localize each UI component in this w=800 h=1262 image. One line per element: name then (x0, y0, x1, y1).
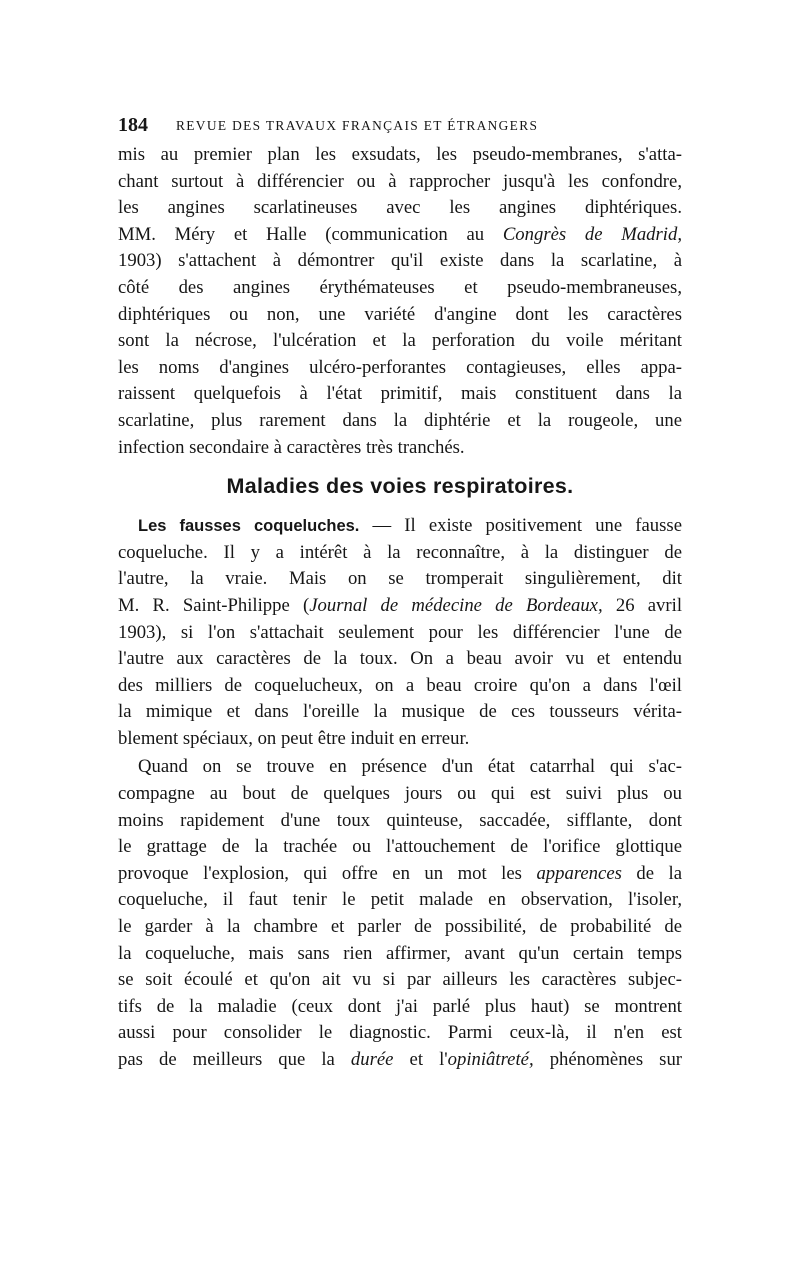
text-line: le garder à la chambre et parler de possibilité, de probabilité de (118, 916, 682, 938)
paragraph-lead: Les fausses coqueluches. (138, 517, 360, 536)
text-run: et l' (393, 1049, 448, 1070)
text-line: moins rapidement d'une toux quinteuse, saccadée, sifflante, dont (118, 809, 682, 831)
book-page (118, 110, 682, 1074)
emphasis: opiniâtreté, (447, 1049, 534, 1070)
paragraph-fausses-coqueluches (118, 513, 682, 752)
text-line: Quand on se trouve en présence d'un état catarrhal qui s'ac- (138, 756, 682, 778)
text-line: les noms d'angines ulcéro-perforantes contagieuses, elles appa- (118, 356, 682, 378)
citation-title: Congrès de Madrid, (502, 223, 682, 245)
text-line: scarlatine, plus rarement dans la diphtérie et la rougeole, une (118, 409, 682, 431)
text-line: les angines scarlatineuses avec les angines diphtériques. (118, 197, 682, 219)
citation-title: Journal de médecine de Bordeaux, (309, 594, 603, 616)
emphasis: durée (350, 1049, 394, 1070)
paragraph-angines (118, 142, 682, 461)
text-line (118, 513, 682, 540)
text-line: tifs de la maladie (ceux dont j'ai parlé plus haut) se montrent (118, 995, 682, 1017)
text-line: chant surtout à différencier ou à rapprocher jusqu'à les confondre, (118, 170, 682, 192)
emphasis: apparences (536, 862, 622, 884)
running-title: REVUE DES TRAVAUX FRANÇAIS ET ÉTRANGERS (176, 118, 539, 133)
text-line: 1903), si l'on s'attachait seulement pour les différencier l'une de (118, 621, 682, 643)
section-heading: Maladies des voies respiratoires. (226, 474, 574, 499)
text-run: phénomènes sur (533, 1049, 683, 1070)
text-run: M. R. Saint-Philippe ( (118, 594, 310, 616)
text-line: infection secondaire à caractères très tranchés. (118, 436, 465, 458)
text-run: 26 avril (602, 594, 683, 616)
text-line: la mimique et dans l'oreille la musique de ces tousseurs vérita- (118, 701, 682, 723)
text-line: coqueluche, il faut tenir le petit malade en observation, l'isoler, (118, 889, 682, 911)
text-run: provoque l'explosion, qui offre en un mot les (118, 862, 537, 884)
text-line (118, 593, 682, 620)
text-line: raissent quelquefois à l'état primitif, mais constituent dans la (118, 383, 682, 405)
text-line (118, 861, 682, 888)
text-line: se soit écoulé et qu'on ait vu si par ailleurs les caractères subjec- (118, 969, 682, 991)
text-run: de la (621, 862, 682, 884)
text-run: — Il existe positivement une fausse (359, 515, 682, 537)
page-number: 184 (118, 114, 148, 136)
text-line: blement spéciaux, on peut être induit en erreur. (118, 727, 470, 749)
text-line: le grattage de la trachée ou l'attouchement de l'orifice glottique (118, 836, 682, 858)
text-line: la coqueluche, mais sans rien affirmer, avant qu'un certain temps (118, 942, 682, 964)
text-line: côté des angines érythémateuses et pseudo-membraneuses, (118, 276, 682, 298)
text-line (118, 222, 682, 249)
text-line: l'autre aux caractères de la toux. On a beau avoir vu et entendu (118, 648, 682, 670)
text-line: sont la nécrose, l'ulcération et la perforation du voile méritant (118, 330, 682, 352)
text-line: l'autre, la vraie. Mais on se tromperait singulièrement, dit (118, 568, 682, 590)
text-line: coqueluche. Il y a intérêt à la reconnaître, à la distinguer de (118, 541, 682, 563)
text-line: des milliers de coquelucheux, on a beau croire qu'on a dans l'œil (118, 674, 682, 696)
running-head (118, 110, 682, 140)
paragraph-diagnostic (118, 754, 682, 1073)
text-run: MM. Méry et Halle (communication au (118, 223, 503, 245)
text-line: aussi pour consolider le diagnostic. Parmi ceux-là, il n'en est (118, 1022, 682, 1044)
text-line: mis au premier plan les exsudats, les pseudo-membranes, s'atta- (118, 144, 682, 165)
text-line: compagne au bout de quelques jours ou qui est suivi plus ou (118, 783, 682, 805)
text-line: diphtériques ou non, une variété d'angine dont les caractères (118, 303, 682, 325)
text-run: pas de meilleurs que la (118, 1049, 351, 1070)
text-line: 1903) s'attachent à démontrer qu'il existe dans la scarlatine, à (118, 250, 682, 272)
text-line (118, 1047, 682, 1074)
